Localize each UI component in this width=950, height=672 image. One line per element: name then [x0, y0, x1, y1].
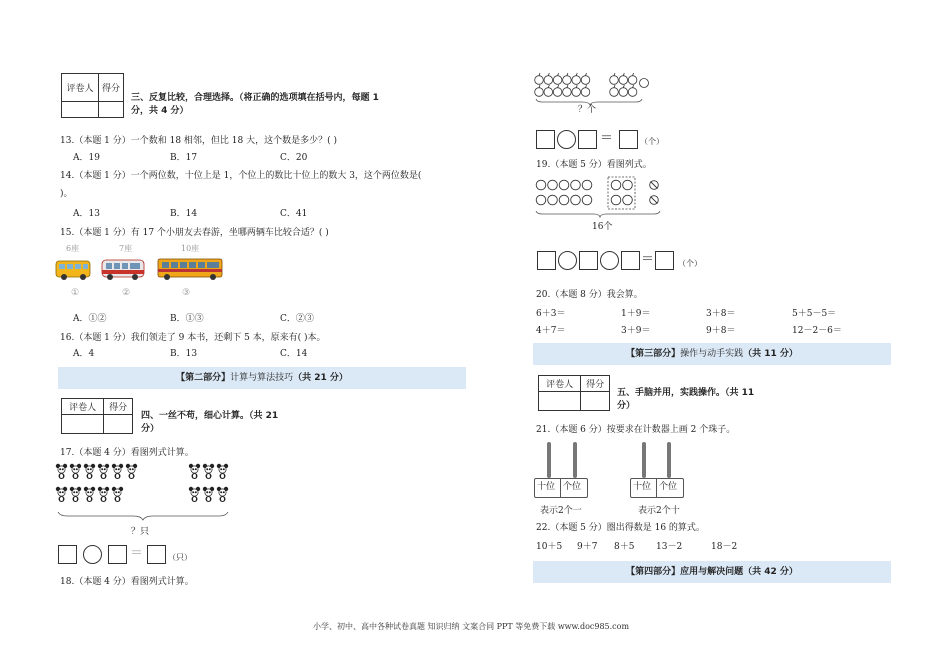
- abacus-rod-tens: [547, 442, 551, 478]
- section-5-heading: 五、手脑并用，实践操作。（共 11: [617, 388, 755, 398]
- part-3-label: 【第三部分】: [626, 349, 681, 359]
- apple-icon: [581, 85, 590, 96]
- q16-text: 16.（本题 1 分）我们领走了 9 本书，还剩下 5 本，原来有( )本。: [60, 333, 326, 343]
- answer-box[interactable]: [579, 251, 598, 270]
- q22-item-3[interactable]: 8＋5: [614, 542, 635, 552]
- panda-icon: [70, 464, 81, 479]
- circle-icon: [611, 180, 621, 190]
- panda-icon: [98, 464, 109, 479]
- circles-illustration: [532, 175, 672, 220]
- seat-label-1: 6座: [66, 244, 80, 253]
- panda-icon: [84, 464, 95, 479]
- operator-circle[interactable]: [83, 545, 102, 564]
- grader-label: 评卷人: [62, 74, 99, 102]
- circle-icon: [536, 195, 546, 205]
- panda-icon: [217, 487, 228, 502]
- equals-sign: ＝: [600, 131, 614, 146]
- circle-icon: [536, 180, 546, 190]
- grader-cell[interactable]: [62, 415, 104, 434]
- circle-icon: [582, 195, 592, 205]
- abacus-divider: [656, 478, 657, 497]
- q20-r2-c3: 9＋8＝: [706, 326, 736, 336]
- q16-option-c[interactable]: C．14: [280, 349, 308, 359]
- bus-number-1: ①: [71, 288, 80, 298]
- q20-r1-c4: 5＋5－5＝: [792, 309, 837, 319]
- apple-icon: [535, 85, 544, 96]
- apple-icon: [544, 73, 553, 84]
- q15-option-c[interactable]: C．②③: [280, 314, 314, 324]
- q22-item-2[interactable]: 9＋7: [577, 542, 598, 552]
- medium-bus-icon: [102, 260, 144, 280]
- score-label: 得分: [581, 376, 610, 392]
- panda-icon: [189, 464, 200, 479]
- apple-icon: [581, 73, 590, 84]
- brace-line: [536, 211, 660, 217]
- circle-icon-group: [536, 180, 658, 205]
- part-4-title: 应用与解决问题: [680, 567, 744, 577]
- answer-box[interactable]: [536, 130, 555, 149]
- q16-option-a[interactable]: A．4: [73, 349, 95, 359]
- q14-option-b[interactable]: B．14: [170, 209, 198, 219]
- abacus-rod-ones: [573, 442, 577, 478]
- q20-r1-c3: 3＋8＝: [706, 309, 736, 319]
- panda-icon: [84, 487, 95, 502]
- q15-option-a[interactable]: A．①②: [73, 314, 107, 324]
- circle-icon: [559, 195, 569, 205]
- cross-line: [651, 197, 658, 204]
- q15-text: 15.（本题 1 分）有 17 个小朋友去春游，坐哪两辆车比较合适？( ): [60, 228, 329, 238]
- part-3-title: 操作与动手实践: [680, 349, 744, 359]
- seat-label-3: 10座: [181, 244, 200, 253]
- panda-icon: [112, 464, 123, 479]
- answer-box[interactable]: [619, 130, 638, 149]
- q17-unit: （只）: [168, 553, 192, 562]
- section-3-heading: 三、反复比较，合理选择。（将正确的选项填在括号内，每题 1: [131, 93, 379, 103]
- panda-icon: [98, 487, 109, 502]
- q22-item-4[interactable]: 13－2: [656, 542, 683, 552]
- panda-icon-group-right: [189, 464, 228, 502]
- circle-icon: [548, 180, 558, 190]
- panda-icon: [203, 487, 214, 502]
- circle-icon: [623, 180, 633, 190]
- section-5-heading-2: 分）: [617, 401, 636, 411]
- q20-r1-c2: 1＋9＝: [621, 309, 651, 319]
- section-4-heading-2: 分）: [141, 424, 160, 434]
- section-3-heading-2: 分，共 4 分）: [131, 106, 189, 116]
- q22-item-1[interactable]: 10＋5: [536, 542, 563, 552]
- part-2-score: （共 21 分）: [293, 373, 348, 383]
- grader-cell[interactable]: [539, 392, 581, 411]
- grader-label: 评卷人: [62, 399, 104, 415]
- panda-icon: [56, 464, 67, 479]
- q16-option-b[interactable]: B．13: [170, 349, 198, 359]
- panda-icon: [189, 487, 200, 502]
- apple-icon: [563, 85, 572, 96]
- panda-icon: [56, 487, 67, 502]
- equals-sign: ＝: [130, 546, 144, 561]
- q17-text: 17.（本题 4 分）看图列式计算。: [60, 448, 194, 458]
- circle-icon: [623, 195, 633, 205]
- panda-icon: [217, 464, 228, 479]
- apple-icon: [563, 73, 572, 84]
- q20-r2-c2: 3＋9＝: [621, 326, 651, 336]
- score-cell[interactable]: [98, 102, 123, 118]
- q14-text: 14.（本题 1 分）一个两位数，十位上是 1，个位上的数比十位上的数大 3，这个两位数是(: [60, 171, 422, 181]
- operator-circle[interactable]: [600, 251, 619, 270]
- abacus-rod-tens: [642, 442, 646, 478]
- score-table: [538, 375, 610, 411]
- abacus-tens-label: 十位: [537, 482, 556, 492]
- section-4-heading: 四、一丝不苟，细心计算。（共 21: [141, 411, 279, 421]
- circle-icon: [571, 195, 581, 205]
- abacus-1-caption: 表示2个一: [540, 506, 582, 516]
- part-3-banner: [533, 343, 891, 365]
- answer-box[interactable]: [58, 545, 77, 564]
- q13-text: 13.（本题 1 分）一个数和 18 相邻，但比 18 大，这个数是多少？( ): [60, 136, 337, 146]
- part-2-label: 【第二部分】: [176, 373, 231, 383]
- apple-outline-icon: [640, 79, 649, 88]
- q20-text: 20.（本题 8 分）我会算。: [536, 290, 643, 300]
- q13-option-b[interactable]: B．17: [170, 153, 198, 163]
- part-4-label: 【第四部分】: [626, 567, 681, 577]
- abacus-rod-ones: [667, 442, 671, 478]
- panda-icon: [112, 487, 123, 502]
- q19-count: 16个: [592, 222, 613, 232]
- apple-icon: [619, 85, 628, 96]
- panda-icon-group-left: [56, 464, 137, 502]
- part-3-score: （共 11 分）: [743, 349, 798, 359]
- panda-icon: [70, 487, 81, 502]
- answer-box[interactable]: [578, 130, 597, 149]
- score-table: [61, 73, 124, 118]
- score-label: 得分: [98, 74, 123, 102]
- buses-illustration: [55, 258, 225, 282]
- circle-icon: [559, 180, 569, 190]
- panda-icon: [126, 464, 137, 479]
- q19-text: 19.（本题 5 分）看图列式。: [536, 160, 652, 170]
- apple-icon: [553, 85, 562, 96]
- apple-icon: [544, 85, 553, 96]
- circle-icon: [582, 180, 592, 190]
- q17-question: ？只: [131, 527, 150, 537]
- apple-icon: [553, 73, 562, 84]
- q14-text-2: )。: [60, 189, 73, 199]
- grader-label: 评卷人: [539, 376, 581, 392]
- score-cell[interactable]: [104, 415, 133, 434]
- bus-number-3: ③: [182, 288, 191, 298]
- operator-circle[interactable]: [557, 130, 576, 149]
- q15-option-b[interactable]: B．①③: [170, 314, 204, 324]
- apple-icon-group: [535, 73, 649, 96]
- abacus-ones-label: 个位: [563, 482, 582, 492]
- q18-unit: （个）: [640, 137, 664, 146]
- part-4-banner: [533, 561, 891, 583]
- apple-icon: [610, 85, 619, 96]
- abacus-2-caption: 表示2个十: [638, 506, 680, 516]
- q14-option-a[interactable]: A．13: [73, 209, 100, 219]
- apple-icon: [628, 85, 637, 96]
- answer-box[interactable]: [147, 545, 166, 564]
- apple-icon: [610, 73, 619, 84]
- abacus-ones-label: 个位: [659, 482, 678, 492]
- apple-icon: [572, 85, 581, 96]
- pandas-illustration: [55, 462, 235, 522]
- circle-icon: [571, 180, 581, 190]
- q13-option-c[interactable]: C．20: [280, 153, 308, 163]
- grader-cell[interactable]: [62, 102, 99, 118]
- circle-icon: [548, 195, 558, 205]
- apple-icon: [572, 73, 581, 84]
- q19-unit: （个）: [678, 259, 702, 268]
- answer-box[interactable]: [108, 545, 127, 564]
- q20-r2-c1: 4＋7＝: [536, 326, 566, 336]
- apple-icon: [628, 73, 637, 84]
- operator-circle[interactable]: [558, 251, 577, 270]
- q22-item-5[interactable]: 18－2: [711, 542, 738, 552]
- q14-option-c[interactable]: C．41: [280, 209, 308, 219]
- q22-text: 22.（本题 5 分）圈出得数是 16 的算式。: [536, 523, 705, 533]
- part-2-title: 计算与算法技巧: [230, 373, 294, 383]
- apple-icon: [535, 73, 544, 84]
- small-bus-icon: [56, 261, 90, 280]
- footer-text: 小学、初中、高中各种试卷真题 知识归纳 文案合同 PPT 等免费下载 www.doc985.com: [313, 622, 630, 631]
- q20-r2-c4: 12－2－6＝: [792, 326, 842, 336]
- q21-text: 21.（本题 6 分）按要求在计数器上画 2 个珠子。: [536, 425, 736, 435]
- answer-box[interactable]: [537, 251, 556, 270]
- circle-icon: [611, 195, 621, 205]
- abacus-divider: [560, 478, 561, 497]
- part-2-banner: [58, 367, 466, 389]
- q18-text: 18.（本题 4 分）看图列式计算。: [60, 577, 194, 587]
- abacus-tens-label: 十位: [633, 482, 652, 492]
- brace-line: [58, 512, 228, 520]
- equals-sign: ＝: [641, 252, 655, 267]
- large-bus-icon: [158, 259, 222, 280]
- q18-question: ？个: [578, 105, 597, 115]
- answer-box[interactable]: [655, 251, 674, 270]
- score-cell[interactable]: [581, 392, 610, 411]
- panda-icon: [203, 464, 214, 479]
- answer-box[interactable]: [621, 251, 640, 270]
- part-4-score: （共 42 分）: [743, 567, 798, 577]
- seat-label-2: 7座: [119, 244, 133, 253]
- q20-r1-c1: 6＋3＝: [536, 309, 566, 319]
- q13-option-a[interactable]: A．19: [73, 153, 100, 163]
- apple-icon: [619, 73, 628, 84]
- bus-number-2: ②: [122, 288, 131, 298]
- score-label: 得分: [104, 399, 133, 415]
- score-table: [61, 398, 133, 434]
- cross-line: [651, 182, 658, 189]
